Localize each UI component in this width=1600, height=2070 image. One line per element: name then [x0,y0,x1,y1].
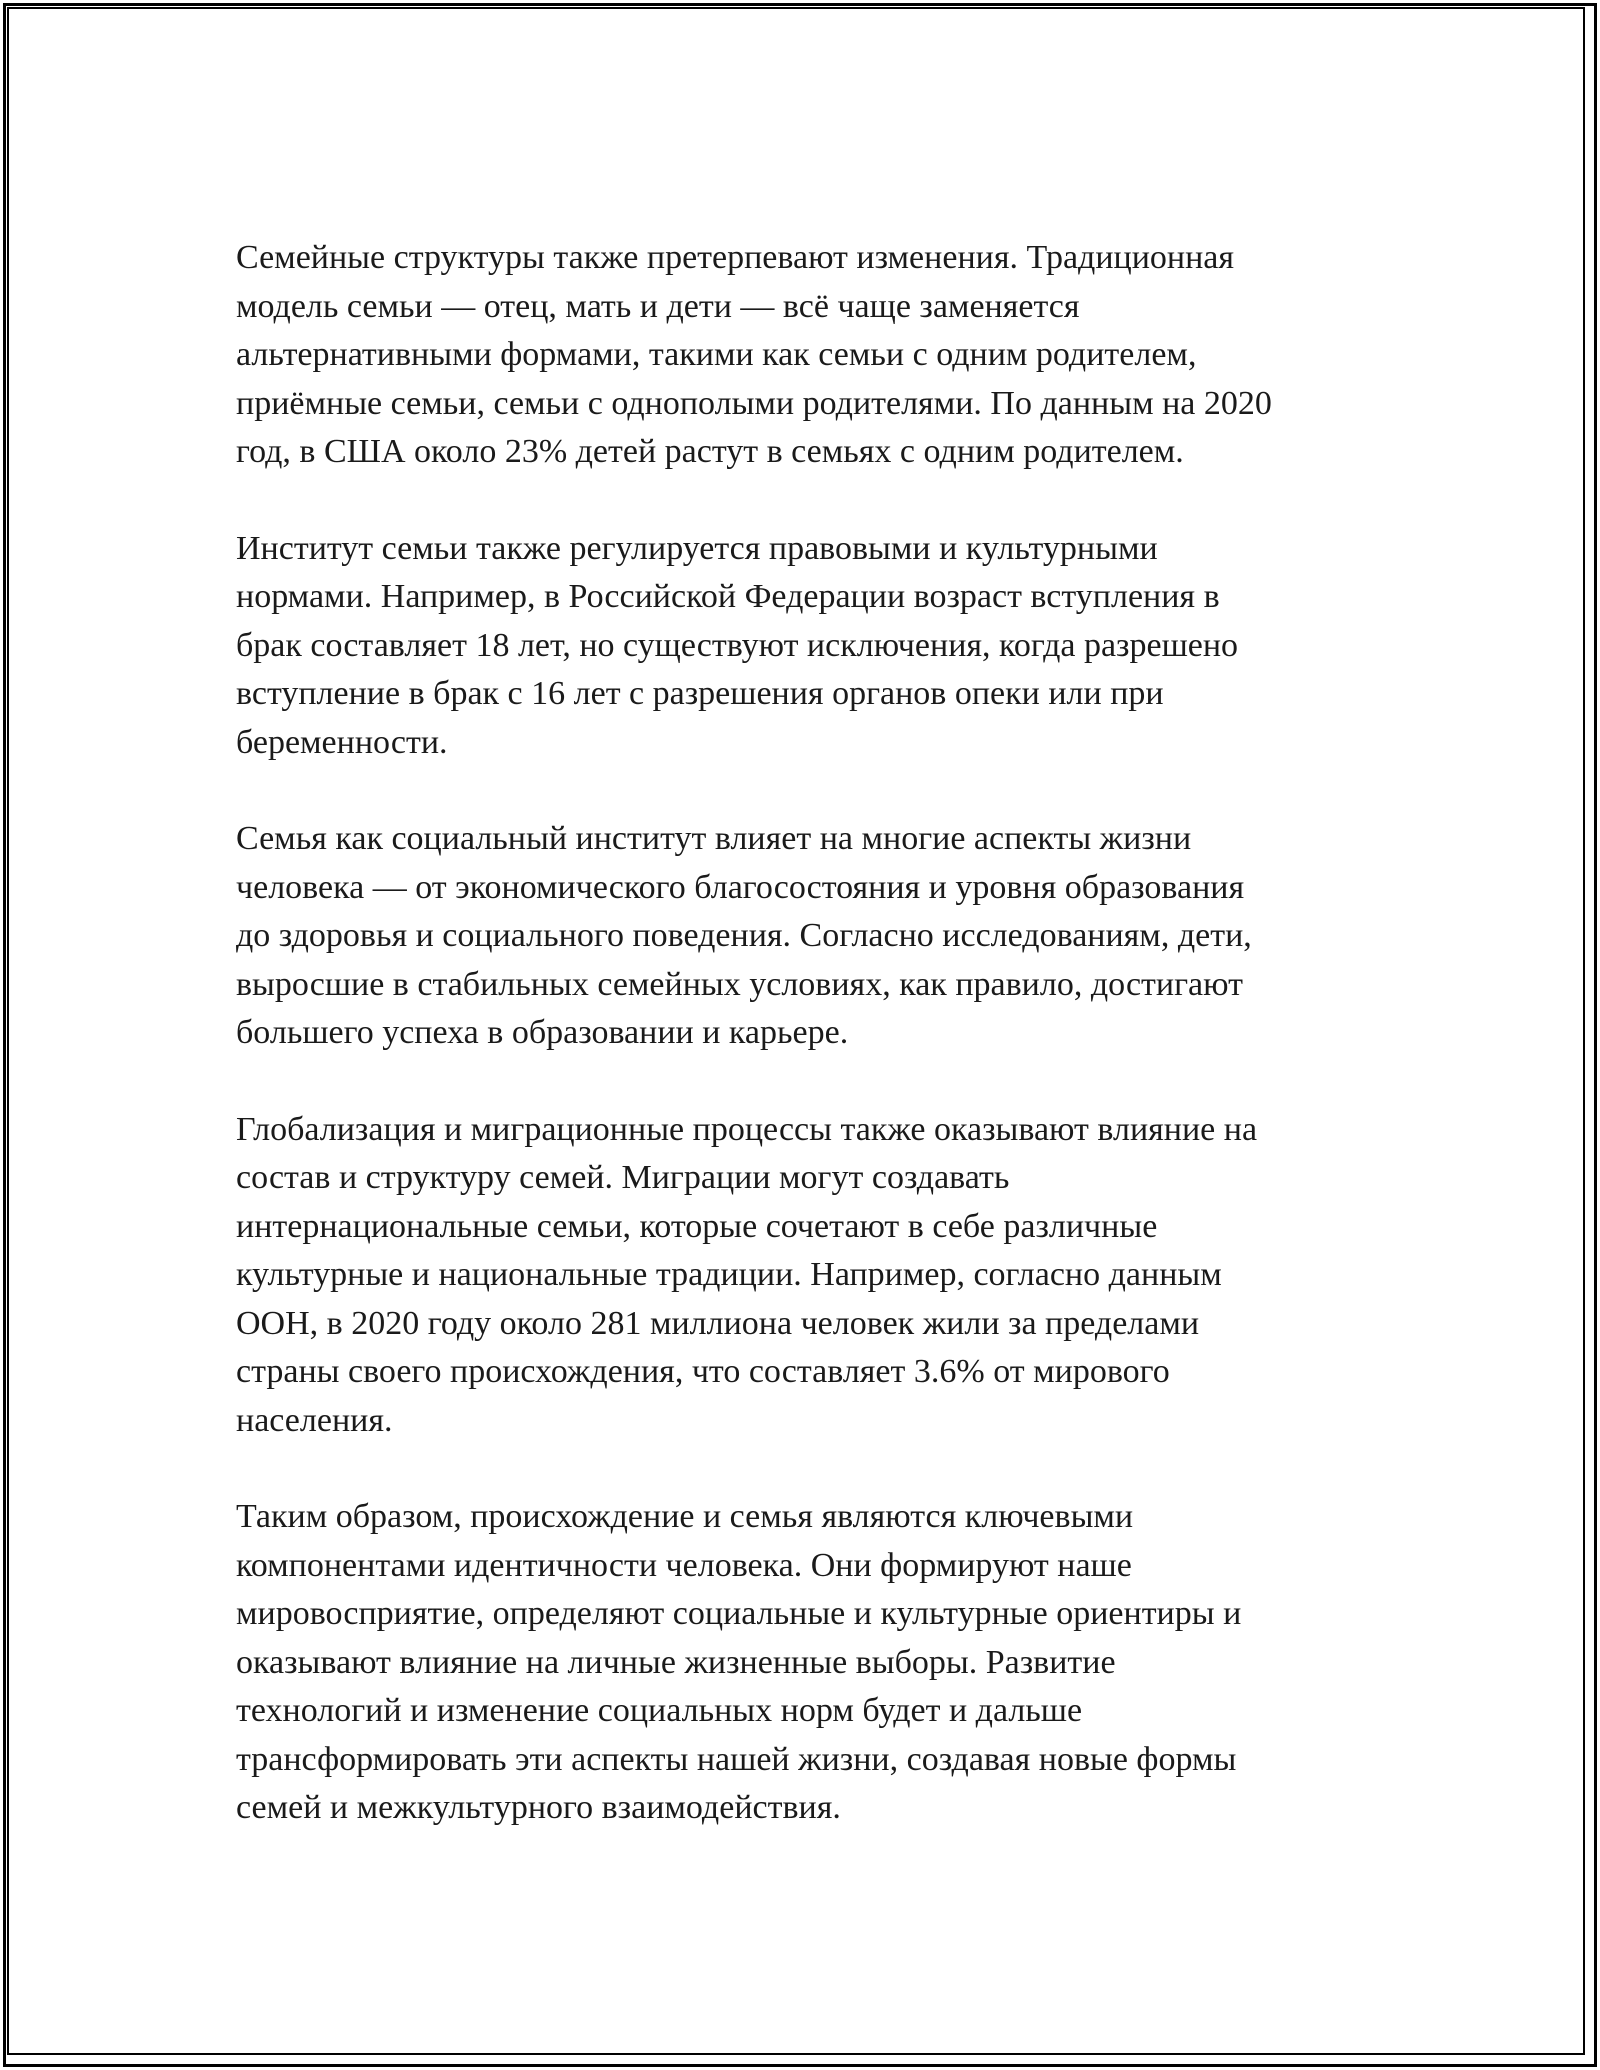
text-line: Семейные структуры также претерпевают изменения. Традиционная [236,239,1235,276]
text-line: Семья как социальный институт влияет на многие аспекты жизни [236,820,1192,857]
text-line: беременности. [236,723,448,761]
text-line: Таким образом, происхождение и семья являются ключевыми [236,1498,1134,1535]
text-line: интернациональные семьи, которые сочетают в себе различные [236,1207,1158,1245]
text-line: культурные и национальные традиции. Например, согласно данным [236,1256,1222,1293]
document-body [236,234,1396,1881]
text-line: модель семьи — отец, мать и дети — всё чаще заменяется [236,287,1080,325]
paragraph-family-structures [236,234,1396,477]
paragraph-legal-norms [236,525,1396,768]
text-line: технологий и изменение социальных норм будет и дальше [236,1692,1083,1729]
text-line: страны своего происхождения, что составляет 3.6% от мирового [236,1353,1170,1390]
text-line: человека — от экономического благосостояния и уровня образования [236,868,1245,906]
text-line: Глобализация и миграционные процессы также оказывают влияние на [236,1110,1258,1148]
text-line: выросшие в стабильных семейных условиях, как правило, достигают [236,965,1243,1003]
text-line: семей и межкультурного взаимодействия. [236,1789,841,1826]
text-line: оказывают влияние на личные жизненные выборы. Развитие [236,1643,1116,1681]
text-line: нормами. Например, в Российской Федерации возраст вступления в [236,578,1220,615]
paragraph-conclusion [236,1493,1396,1833]
text-line: состав и структуру семей. Миграции могут создавать [236,1159,1010,1196]
text-line: ООН, в 2020 году около 281 миллиона человек жили за пределами [236,1304,1200,1342]
text-line: трансформировать эти аспекты нашей жизни, создавая новые формы [236,1740,1237,1778]
text-line: вступление в брак с 16 лет с разрешения органов опеки или при [236,675,1164,712]
paragraph-social-institution [236,815,1396,1058]
text-line: до здоровья и социального поведения. Согласно исследованиям, дети, [236,917,1252,954]
text-line: брак составляет 18 лет, но существуют исключения, когда разрешено [236,626,1239,664]
text-line: приёмные семьи, семьи с однополыми родителями. По данным на 2020 [236,384,1272,422]
paragraph-globalization [236,1106,1396,1446]
text-line: большего успеха в образовании и карьере. [236,1014,849,1051]
text-line: год, в США около 23% детей растут в семьях с одним родителем. [236,433,1184,470]
text-line: населения. [236,1401,393,1439]
text-line: компонентами идентичности человека. Они формируют наше [236,1546,1132,1584]
text-line: альтернативными формами, такими как семьи с одним родителем, [236,336,1197,373]
text-line: мировосприятие, определяют социальные и культурные ориентиры и [236,1595,1242,1632]
text-line: Институт семьи также регулируется правовыми и культурными [236,529,1158,567]
